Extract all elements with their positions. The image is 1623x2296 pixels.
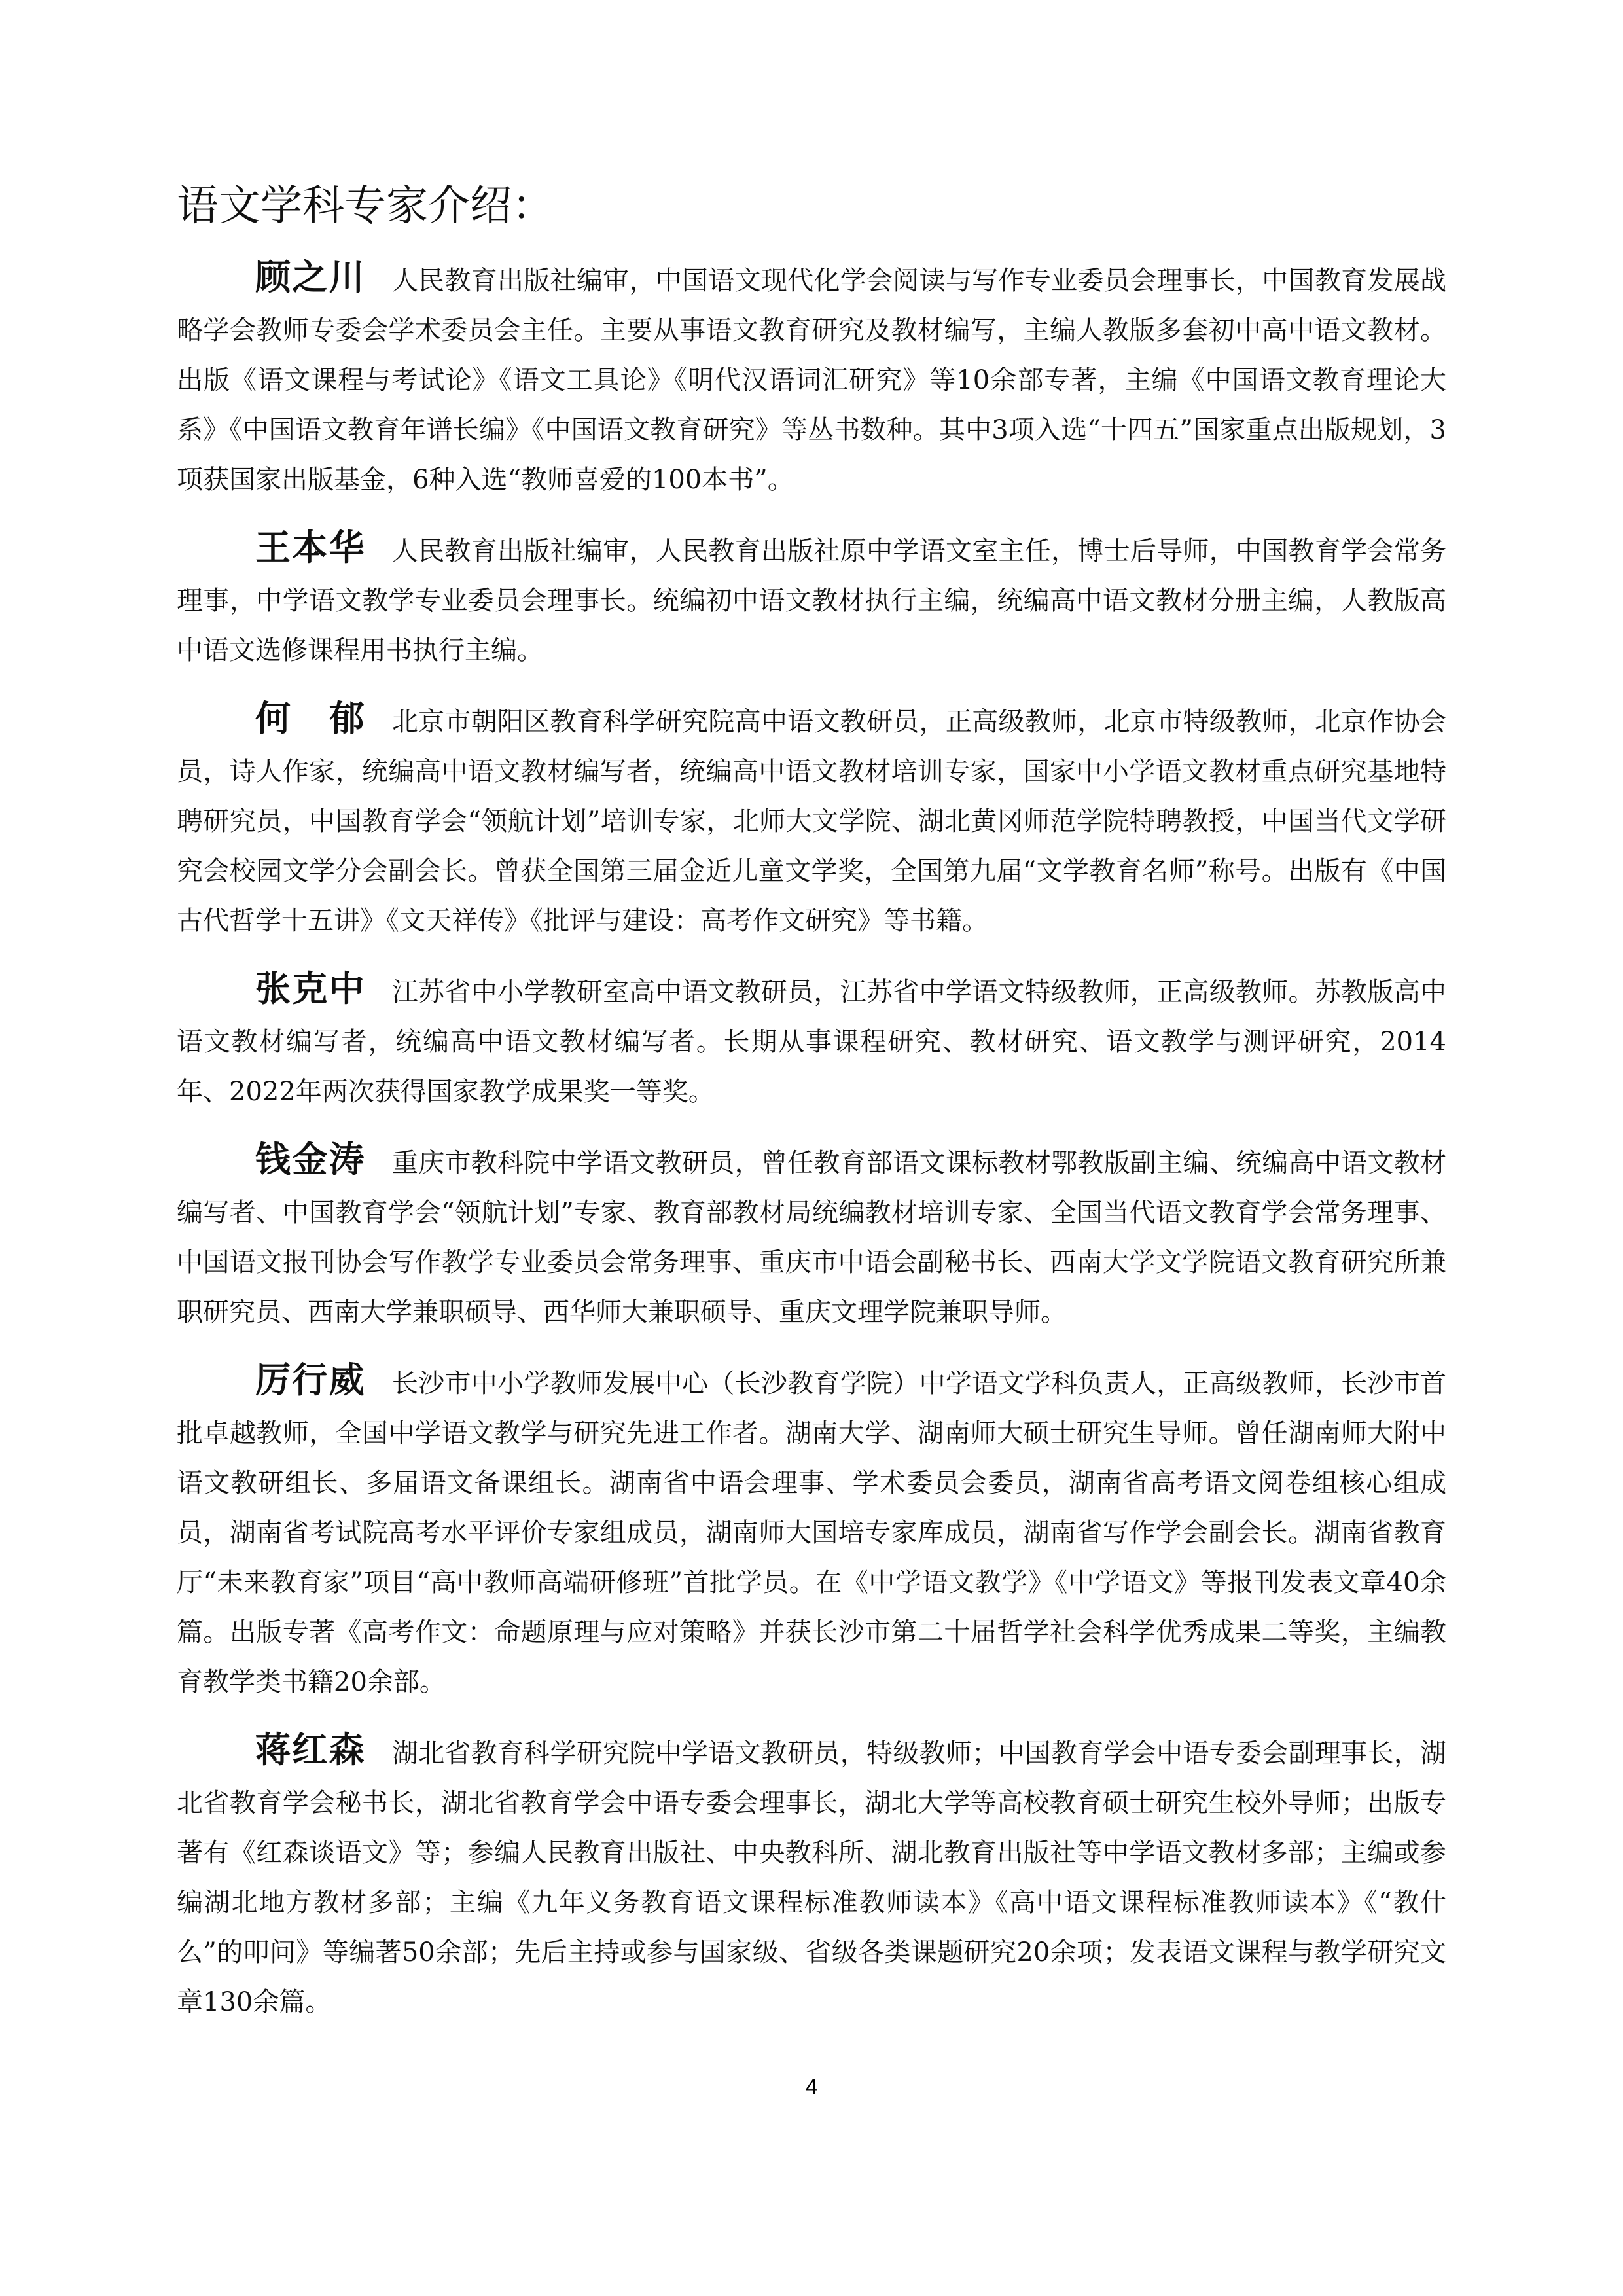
page-heading: 语文学科专家介绍： bbox=[177, 182, 554, 230]
expert-name: 顾之川 bbox=[255, 257, 366, 298]
expert-entry-qian-jintao bbox=[177, 1135, 1446, 1337]
expert-entry-jiang-hongsen bbox=[177, 1725, 1446, 2027]
expert-bio: 人民教育出版社编审，人民教育出版社原中学语文室主任，博士后导师，中国教育学会常务理事，中学语文教学专业委员会理事长。统编初中语文教材执行主编，统编高中语文教材分册主编，人教版高中语文选修课程用书执行主编。 bbox=[177, 536, 1447, 666]
expert-entry-li-xingwei bbox=[177, 1355, 1446, 1707]
expert-name: 蒋红森 bbox=[255, 1729, 366, 1770]
expert-bio: 北京市朝阳区教育科学研究院高中语文教研员，正高级教师，北京市特级教师，北京作协会员，诗人作家，统编高中语文教材编写者，统编高中语文教材培训专家，国家中小学语文教材重点研究基地特聘研究员，中国教育学会“领航计划”培训专家，北师大文学院、湖北黄冈师范学院特聘教授，中国当代文学研究会校园文学分会副会长。曾获全国第三届金近儿童文学奖，全国第九届“文学教育名师”称号。出版有《中国古代哲学十五讲》《文天祥传》《批评与建设：高考作文研究》等书籍。 bbox=[177, 707, 1447, 936]
expert-name: 何 郁 bbox=[255, 698, 366, 739]
expert-name: 钱金涛 bbox=[255, 1139, 366, 1180]
expert-bio: 江苏省中小学教研室高中语文教研员，江苏省中学语文特级教师，正高级教师。苏教版高中语文教材编写者，统编高中语文教材编写者。长期从事课程研究、教材研究、语文教学与测评研究，2014年、2022年两次获得国家教学成果奖一等奖。 bbox=[177, 977, 1447, 1107]
expert-entry-zhang-kezhong bbox=[177, 964, 1446, 1117]
expert-name: 厉行威 bbox=[255, 1359, 366, 1401]
expert-bio: 人民教育出版社编审，中国语文现代化学会阅读与写作专业委员会理事长，中国教育发展战略学会教师专委会学术委员会主任。主要从事语文教育研究及教材编写，主编人教版多套初中高中语文教材。出版《语文课程与考试论》《语文工具论》《明代汉语词汇研究》等10余部专著，主编《中国语文教育理论大系》《中国语文教育年谱长编》《中国语文教育研究》等丛书数种。其中3项入选“十四五”国家重点出版规划，3项获国家出版基金，6种入选“教师喜爱的100本书”。 bbox=[177, 266, 1447, 495]
expert-name: 王本华 bbox=[255, 527, 366, 568]
page-number: 4 bbox=[805, 2075, 818, 2100]
expert-bio: 湖北省教育科学研究院中学语文教研员，特级教师；中国教育学会中语专委会副理事长，湖北省教育学会秘书长，湖北省教育学会中语专委会理事长，湖北大学等高校教育硕士研究生校外导师；出版专著有《红森谈语文》等；参编人民教育出版社、中央教科所、湖北教育出版社等中学语文教材多部；主编或参编湖北地方教材多部；主编《九年义务教育语文课程标准教师读本》《高中语文课程标准教师读本》《“教什么”的叩问》等编著50余部；先后主持或参与国家级、省级各类课题研究20余项；发表语文课程与教学研究文章130余篇。 bbox=[177, 1738, 1447, 2017]
expert-bio: 长沙市中小学教师发展中心（长沙教育学院）中学语文学科负责人，正高级教师，长沙市首批卓越教师，全国中学语文教学与研究先进工作者。湖南大学、湖南师大硕士研究生导师。曾任湖南师大附中语文教研组长、多届语文备课组长。湖南省中语会理事、学术委员会委员，湖南省高考语文阅卷组核心组成员，湖南省考试院高考水平评价专家组成员，湖南师大国培专家库成员，湖南省写作学会副会长。湖南省教育厅“未来教育家”项目“高中教师高端研修班”首批学员。在《中学语文教学》《中学语文》等报刊发表文章40余篇。出版专著《高考作文：命题原理与应对策略》并获长沙市第二十届哲学社会科学优秀成果二等奖，主编教育教学类书籍20余部。 bbox=[177, 1369, 1447, 1697]
expert-bio: 重庆市教科院中学语文教研员，曾任教育部语文课标教材鄂教版副主编、统编高中语文教材编写者、中国教育学会“领航计划”专家、教育部教材局统编教材培训专家、全国当代语文教育学会常务理事、中国语文报刊协会写作教学专业委员会常务理事、重庆市中语会副秘书长、西南大学文学院语文教育研究所兼职研究员、西南大学兼职硕导、西华师大兼职硕导、重庆文理学院兼职导师。 bbox=[177, 1148, 1447, 1327]
expert-entry-wang-benhua bbox=[177, 523, 1446, 675]
expert-name: 张克中 bbox=[255, 968, 366, 1009]
expert-entry-gu-zhichuan bbox=[177, 253, 1446, 505]
expert-entry-he-yu bbox=[177, 694, 1446, 946]
